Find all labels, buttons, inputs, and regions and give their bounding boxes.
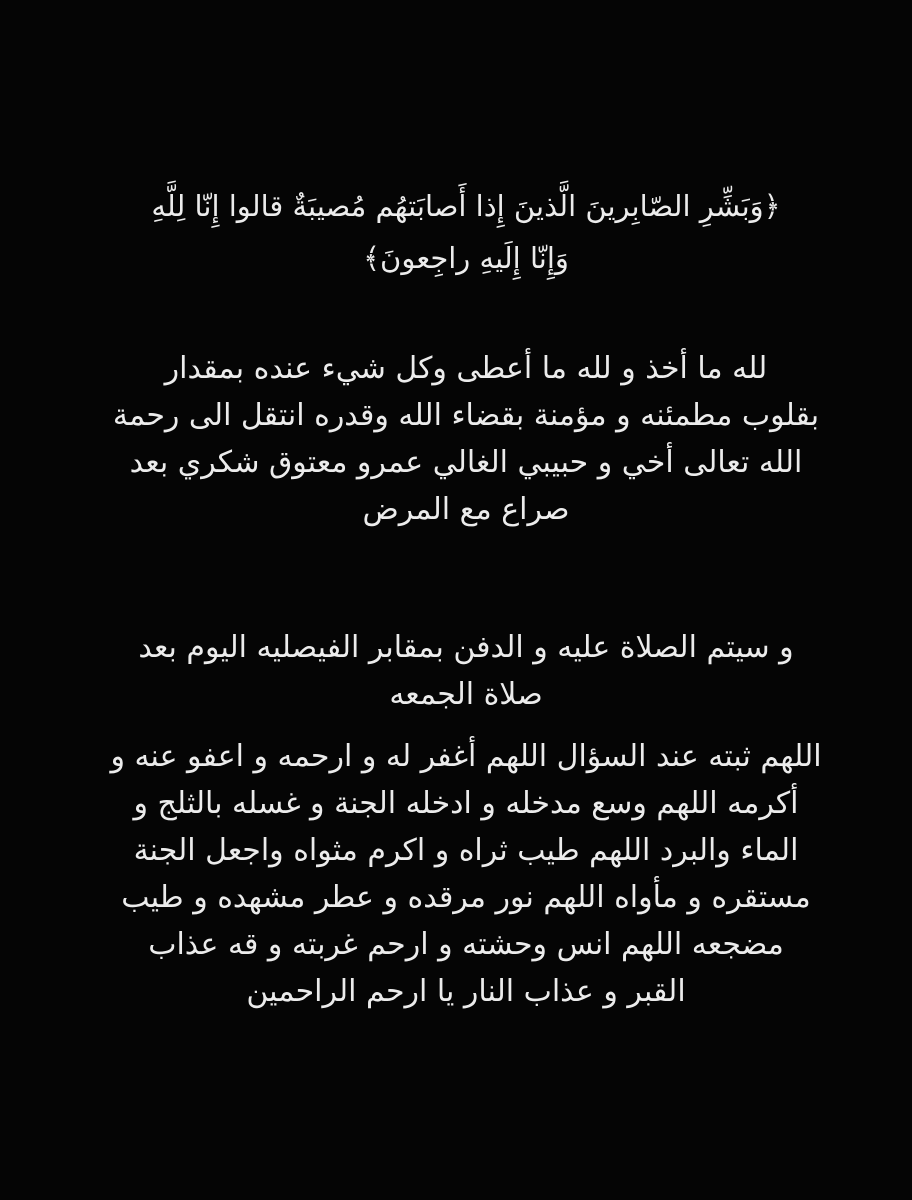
dua-line: مستقره و مأواه اللهم نور مرقده و عطر مشهده و طيب xyxy=(121,880,811,915)
announcement-line: بقلوب مطمئنه و مؤمنة بقضاء الله وقدره انتقل الى رحمة xyxy=(112,398,820,433)
death-announcement xyxy=(70,345,862,533)
funeral-details xyxy=(70,624,862,718)
verse-line: ﴿وَبَشِّرِ الصّابِرينَ الَّذينَ إِذا أَصابَتهُم مُصيبَةٌ قالوا إِنّا لِلَّهِ xyxy=(151,189,781,223)
announcement-line: لله ما أخذ و لله ما أعطى وكل شيء عنده بمقدار xyxy=(164,351,768,386)
dua-line: أكرمه اللهم وسع مدخله و ادخله الجنة و غسله بالثلج و xyxy=(133,786,799,821)
announcement-line: الله تعالى أخي و حبيبي الغالي عمرو معتوق شكري بعد xyxy=(129,445,803,480)
funeral-line: صلاة الجمعه xyxy=(389,677,543,712)
funeral-line: و سيتم الصلاة عليه و الدفن بمقابر الفيصليه اليوم بعد xyxy=(138,630,794,665)
verse-line: وَإِنّا إِلَيهِ راجِعونَ﴾ xyxy=(363,241,569,275)
condolence-post xyxy=(70,0,862,1200)
quran-verse xyxy=(70,180,862,284)
dua-line: الماء والبرد اللهم طيب ثراه و اكرم مثواه واجعل الجنة xyxy=(133,833,799,868)
dua-line: القبر و عذاب النار يا ارحم الراحمين xyxy=(246,974,686,1009)
dua-line: مضجعه اللهم انس وحشته و ارحم غربته و قه عذاب xyxy=(148,927,784,962)
prayer-dua xyxy=(70,733,862,1015)
announcement-line: صراع مع المرض xyxy=(362,492,570,527)
dua-line: اللهم ثبته عند السؤال اللهم أغفر له و ارحمه و اعفو عنه و xyxy=(110,739,822,774)
